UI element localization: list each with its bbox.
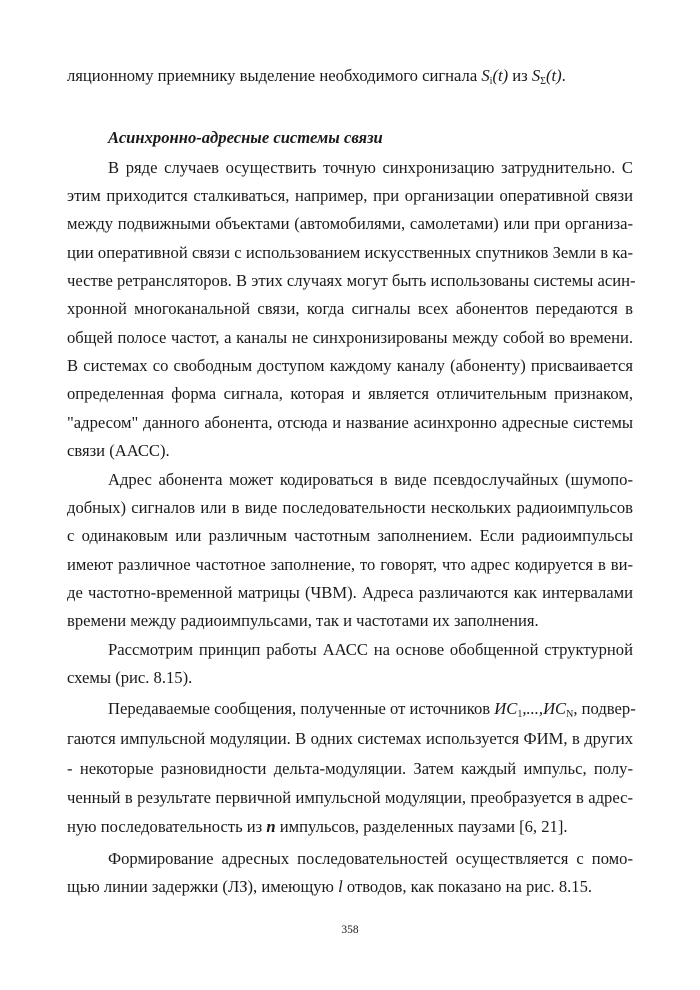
math-symbol [532, 66, 562, 85]
page-number: 358 [341, 924, 359, 936]
paragraph-line: с одинаковым или различным частотным заполнением. Если радиоимпульсы [67, 526, 633, 545]
text-span: . [561, 66, 566, 85]
paragraph-line: де частотно-временной матрицы (ЧВМ). Адреса различаются как интервалами [67, 583, 633, 602]
paragraph-line: имеют различное частотное заполнение, то говорят, что адрес кодируется в ви- [67, 555, 633, 574]
math-arg: (t) [492, 66, 509, 85]
paragraph-line: определенная форма сигнала, которая и является отличительным признаком, [67, 384, 633, 403]
text-span: из [508, 66, 532, 85]
paragraph-line: В системах со свободным доступом каждому каналу (абоненту) присваивается [67, 356, 633, 375]
text-span: ную последовательность из [67, 817, 267, 836]
paragraph-line: этим приходится сталкиваться, например, при организации оперативной связи [67, 186, 633, 205]
text-span: щью линии задержки (ЛЗ), имеющую [67, 877, 339, 896]
paragraph-line: ченный в результате первичной импульсной модуляции, преобразуется в адрес- [67, 788, 633, 807]
text-line [67, 66, 633, 92]
paragraph-line [67, 877, 633, 897]
paragraph-line: ции оперативной связи с использованием искусственных спутников Земли в ка- [67, 243, 633, 262]
paragraph-line: Формирование адресных последовательностей осуществляется с помо- [108, 849, 633, 868]
paragraph-line [108, 699, 636, 725]
math-l: l [338, 877, 343, 896]
math-sub: N [566, 709, 574, 720]
math-sub: Σ [540, 76, 546, 87]
math-symbol [481, 66, 508, 85]
math-symbol [494, 699, 573, 718]
paragraph-line: времени между радиоимпульсами, так и частотами их заполнения. [67, 611, 539, 630]
paragraph-line: Рассмотрим принцип работы ААСС на основе обобщенной структурной [108, 640, 633, 659]
section-heading: Асинхронно-адресные системы связи [108, 128, 383, 147]
paragraph-line: Адрес абонента может кодироваться в виде псевдослучайных (шумопо- [108, 470, 633, 489]
math-s: S [531, 66, 541, 85]
paragraph-line [67, 817, 633, 837]
math-ic: ИС [494, 699, 518, 718]
text-span: , подвер- [573, 699, 636, 718]
paragraph-line: добных) сигналов или в виде последовательности нескольких радиоимпульсов [67, 498, 633, 517]
text-span: ляционному приемнику выделение необходимого сигнала [67, 66, 482, 85]
paragraph-line: честве ретрансляторов. В этих случаях могут быть использованы системы асин- [67, 271, 636, 290]
paragraph-line: В ряде случаев осуществить точную синхронизацию затруднительно. С [108, 158, 633, 177]
paragraph-line: между подвижными объектами (автомобилями, самолетами) или при организа- [67, 214, 633, 233]
paragraph-line: хронной многоканальной связи, когда сигналы всех абонентов передаются в [67, 299, 633, 318]
math-s: S [481, 66, 490, 85]
math-sub: 1 [517, 709, 523, 720]
math-sub: i [489, 76, 493, 87]
math-n: n [266, 817, 276, 836]
math-ic: ИС [543, 699, 567, 718]
paragraph-line: связи (ААСС). [67, 441, 170, 460]
paragraph-line: "адресом" данного абонента, отсюда и название асинхронно адресные системы [67, 413, 633, 432]
paragraph-line: общей полосе частот, а каналы не синхронизированы между собой во времени. [67, 328, 633, 347]
paragraph-line: - некоторые разновидности дельта-модуляции. Затем каждый импульс, полу- [67, 759, 633, 778]
text-span: отводов, как показано на рис. 8.15. [342, 877, 593, 896]
text-span: Передаваемые сообщения, полученные от источников [108, 699, 495, 718]
paragraph-line: гаются импульсной модуляции. В одних системах используется ФИМ, в других [67, 729, 633, 748]
math-dots: ,..., [522, 699, 544, 718]
paragraph-line: схемы (рис. 8.15). [67, 668, 193, 687]
math-arg: (t) [545, 66, 562, 85]
text-span: импульсов, разделенных паузами [6, 21]. [275, 817, 568, 836]
